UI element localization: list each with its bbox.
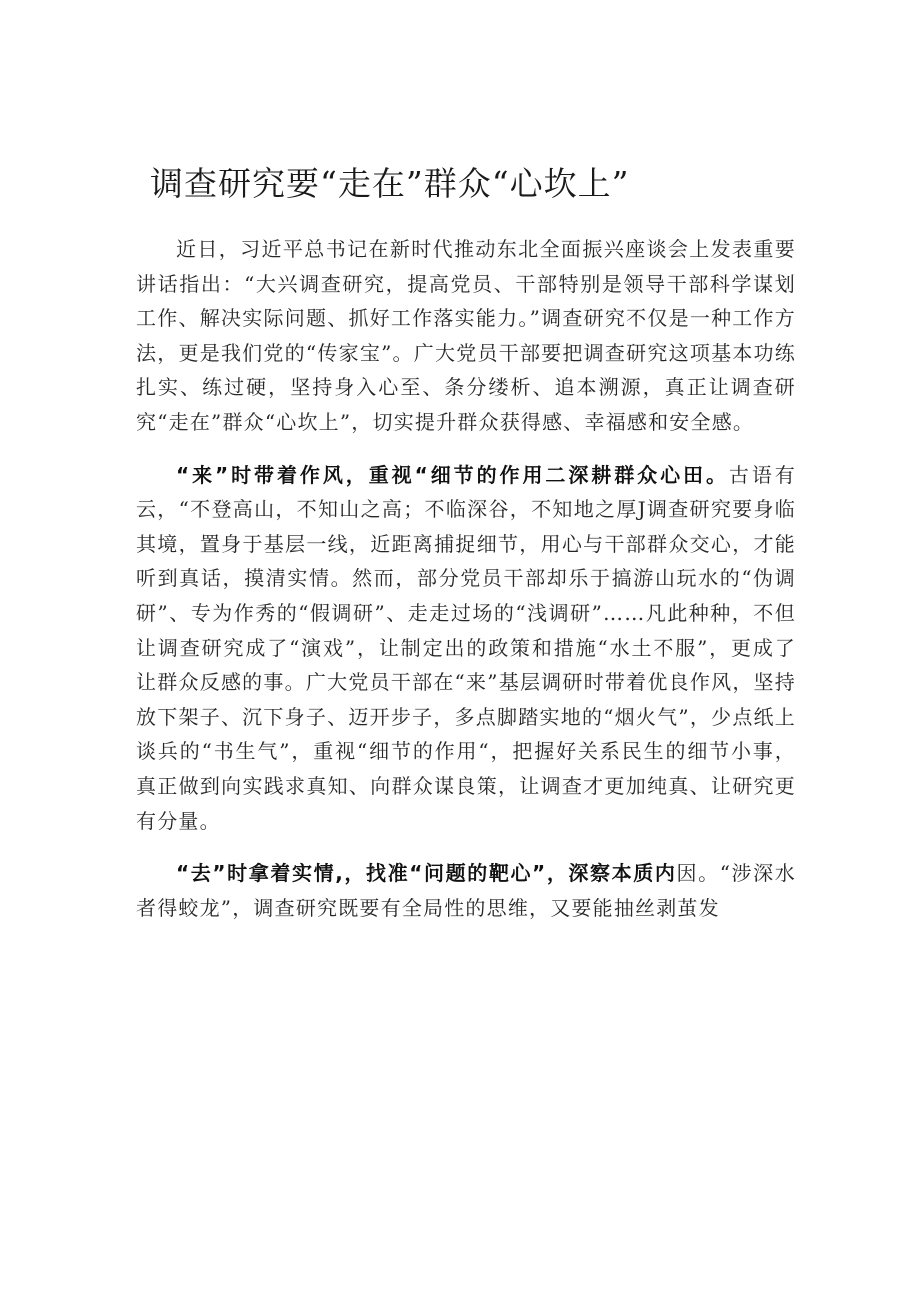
paragraph-2-lead: “来”时带着作风，重视“细节的作用二深耕群众心田。 <box>176 462 729 487</box>
article-body <box>136 232 796 925</box>
paragraph-3-lead: “去”时拿着实情,，找准“问题的靶心”，深察本质内 <box>176 861 677 886</box>
paragraph-1 <box>136 232 796 440</box>
paragraph-3 <box>136 856 796 925</box>
article-title: 调查研究要“走在”群众“心坎上” <box>150 164 630 203</box>
paragraph-2-text: 古语有云，“不登高山，不知山之高；不临深谷，不知地之厚J调查研究要身临其境，置身于基层一线，近距离捕捉细节，用心与干部群众交心，才能听到真话，摸清实情。然而，部分党员干部却乐于搞游山玩水的“伪调研”、专为作秀的“假调研”、走走过场的“浅调研”……凡此种种，不但让调查研究成了“演戏”，让制定出的政策和措施“水土不服”，更成了让群众反感的事。广大党员干部在“来”基层调研时带着优良作风，坚持放下架子、沉下身子、迈开步子，多点脚踏实地的“烟火气”，少点纸上谈兵的“书生气”，重视“细节的作用“，把握好关系民生的细节小事，真正做到向实践求真知、向群众谋良策，让调查才更加纯真、让研究更有分量。 <box>136 462 796 833</box>
paragraph-3-text: 因。“涉深水者得蛟龙”，调查研究既要有全局性的思维，又要能抽丝剥茧发 <box>136 861 796 920</box>
paragraph-1-text: 近日，习近平总书记在新时代推动东北全面振兴座谈会上发表重要讲话指出：“大兴调查研究，提高党员、干部特别是领导干部科学谋划工作、解决实际问题、抓好工作落实能力。”调查研究不仅是一种工作方法，更是我们党的“传家宝”。广大党员干部要把调查研究这项基本功练扎实、练过硬，坚持身入心至、条分缕析、追本溯源，真正让调查研究“走在”群众“心坎上”，切实提升群众获得感、幸福感和安全感。 <box>136 237 796 434</box>
paragraph-2 <box>136 458 796 839</box>
